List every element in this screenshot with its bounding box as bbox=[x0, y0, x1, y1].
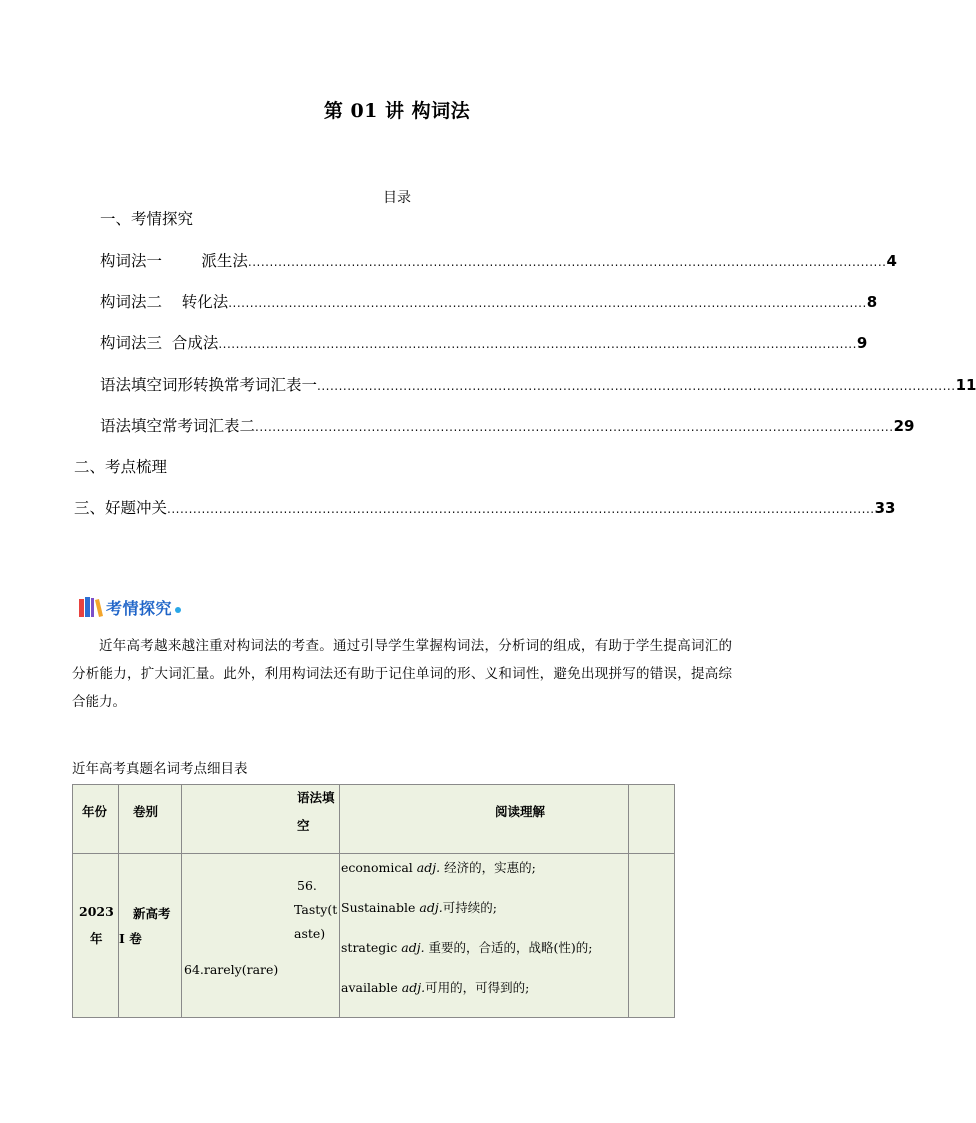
section-banner bbox=[78, 594, 181, 620]
cell-paper: 新高考 I 卷 bbox=[119, 854, 182, 1018]
cell-grammar: 56. Tasty(t aste) 64.rarely(rare) bbox=[182, 854, 340, 1018]
header-year: 年份 bbox=[73, 785, 119, 854]
intro-paragraph: 近年高考越来越注重对构词法的考查。通过引导学生掌握构词法，分析词的组成，有助于学生提高词汇的分析能力，扩大词汇量。此外，利用构词法还有助于记住单词的形、义和词性，避免出现拼写的错误，提高综合能力。 bbox=[72, 638, 732, 710]
toc-item-label: 语法填空常考词汇表二 bbox=[100, 417, 256, 435]
toc-item-page: 33 bbox=[874, 499, 896, 517]
toc-item[interactable] bbox=[100, 331, 868, 353]
page-title: 第 01 讲 构词法 bbox=[323, 100, 471, 122]
toc-item-page: 11 bbox=[955, 376, 976, 394]
cell-extra bbox=[629, 854, 675, 1018]
toc-item-page: 4 bbox=[886, 252, 897, 270]
toc-leader: .................................................................................................................................................................... bbox=[167, 502, 875, 516]
books-icon bbox=[78, 595, 104, 619]
header-extra bbox=[629, 785, 675, 854]
header-paper: 卷别 bbox=[119, 785, 182, 854]
toc-item-label: 二、考点梳理 bbox=[74, 458, 168, 476]
toc-item[interactable] bbox=[74, 496, 896, 518]
toc-item[interactable] bbox=[100, 290, 878, 312]
toc-item[interactable] bbox=[100, 414, 915, 436]
table-header-row bbox=[73, 785, 675, 854]
header-reading: 阅读理解 bbox=[340, 785, 629, 854]
vocab-entry: available adj.可用的，可得到的; bbox=[341, 980, 530, 995]
toc-leader: .................................................................................................................................................... bbox=[317, 379, 956, 393]
bullet-dot-icon bbox=[175, 607, 181, 613]
table-row bbox=[73, 854, 675, 1018]
toc-item-label: 构词法三 合成法 bbox=[100, 334, 219, 352]
toc-leader: .................................................................................................................................................... bbox=[228, 296, 867, 310]
toc-item-label: 三、好题冲关 bbox=[74, 499, 168, 517]
toc-item-page: 29 bbox=[893, 417, 915, 435]
toc-leader: .................................................................................................................................................... bbox=[255, 420, 894, 434]
toc-item[interactable] bbox=[100, 207, 400, 229]
table-caption: 近年高考真题名词考点细目表 bbox=[72, 761, 248, 777]
toc-item[interactable] bbox=[100, 373, 976, 395]
toc-leader: .................................................................................................................................................... bbox=[218, 337, 857, 351]
toc-heading: 目录 bbox=[383, 190, 411, 206]
toc-item[interactable] bbox=[100, 249, 897, 271]
header-grammar: 语法填 空 bbox=[182, 785, 340, 854]
toc-item[interactable] bbox=[74, 455, 374, 477]
toc-item-label: 一、考情探究 bbox=[100, 210, 194, 228]
vocab-entry: Sustainable adj.可持续的; bbox=[341, 900, 497, 915]
toc-item-label: 语法填空词形转换常考词汇表一 bbox=[100, 376, 318, 394]
toc-leader: .................................................................................................................................................... bbox=[247, 255, 887, 269]
toc-item-label: 构词法一 派生法 bbox=[100, 252, 248, 270]
cell-year: 2023 年 bbox=[73, 854, 119, 1018]
toc-item-label: 构词法二 转化法 bbox=[100, 293, 229, 311]
cell-reading bbox=[340, 854, 629, 1018]
exam-points-table bbox=[72, 784, 675, 1018]
vocab-entry: strategic adj. 重要的，合适的，战略(性)的; bbox=[341, 940, 593, 955]
section-banner-label: 考情探究 bbox=[106, 598, 173, 618]
toc-item-page: 9 bbox=[856, 334, 868, 352]
vocab-entry: economical adj. 经济的，实惠的; bbox=[341, 860, 536, 875]
toc-item-page: 8 bbox=[866, 293, 878, 311]
